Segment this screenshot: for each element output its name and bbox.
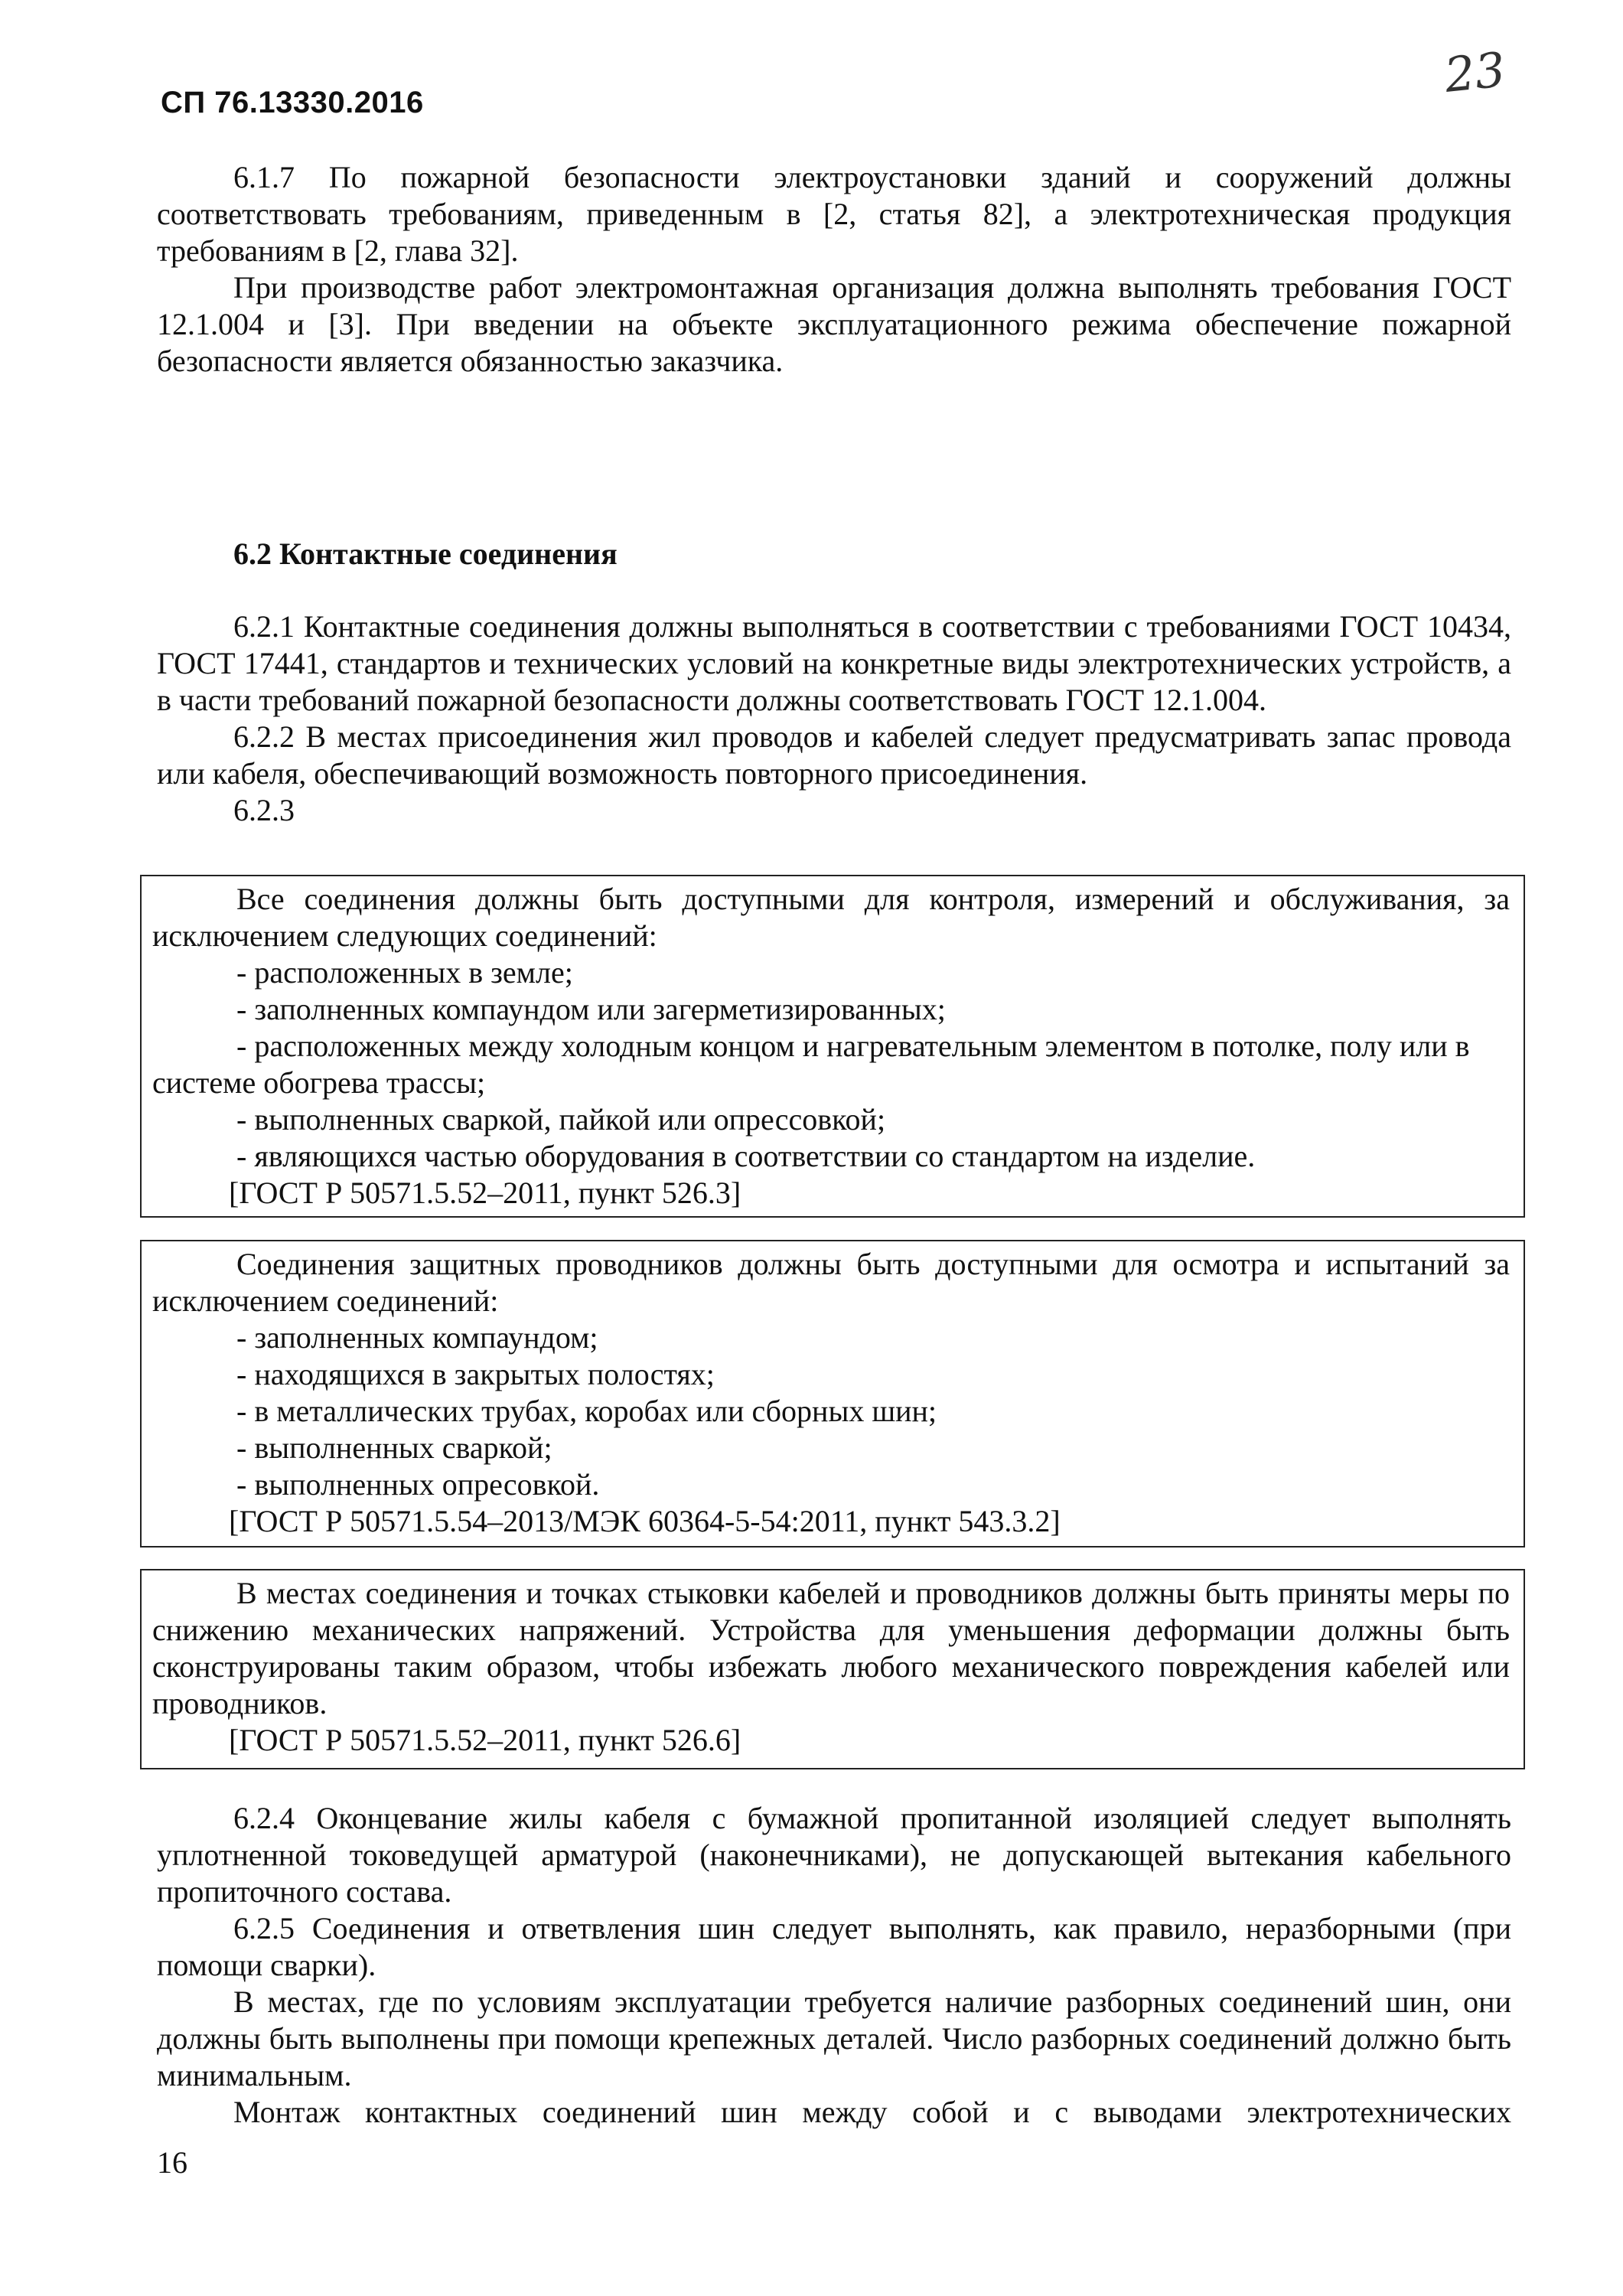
box1-item: - выполненных сваркой, пайкой или опрессовкой; xyxy=(236,1102,886,1137)
box2-item: - находящихся в закрытых полостях; xyxy=(236,1357,715,1391)
paragraph-6-2-1: 6.2.1 Контактные соединения должны выполняться в соответствии с требованиями ГОСТ 10434, ГОСТ 17441, стандартов и технических условий на конкретные виды электротехнических устройств, а в части требований пожарной безопасности должны соответствовать ГОСТ 12.1.004. xyxy=(157,609,1511,717)
quote-box-protective-conductors xyxy=(140,1240,1525,1548)
quote-box-mechanical-stress xyxy=(140,1569,1525,1769)
box2-intro: Соединения защитных проводников должны быть доступными для осмотра и испытаний за исключением соединений: xyxy=(152,1247,1510,1318)
section-heading-6-2: 6.2 Контактные соединения xyxy=(233,536,618,571)
box2-item: - выполненных опресовкой. xyxy=(236,1467,600,1502)
paragraph-6-2-2: 6.2.2 В местах присоединения жил проводов и кабелей следует предусматривать запас провода или кабеля, обеспечивающий возможность повторного присоединения. xyxy=(157,719,1511,791)
paragraph-fire-safety-works: При производстве работ электромонтажная организация должна выполнять требования ГОСТ 12.1.004 и [3]. При введении на объекте эксплуатационного режима обеспечение пожарной безопасности является обязанностью заказчика. xyxy=(157,270,1511,378)
paragraph-6-2-5-mounting: Монтаж контактных соединений шин между собой и с выводами электротехнических xyxy=(233,2095,1511,2129)
box1-item: - заполненных компаундом или загерметизированных; xyxy=(236,992,946,1026)
paragraph-6-2-3-label: 6.2.3 xyxy=(233,793,295,827)
box3-reference: [ГОСТ Р 50571.5.52–2011, пункт 526.6] xyxy=(229,1723,741,1757)
section-6-2-body xyxy=(157,608,1511,829)
section-6-2-4 xyxy=(157,1800,1511,2131)
section-6-1-7 xyxy=(157,159,1511,380)
paragraph-6-2-5-continued: В местах, где по условиям эксплуатации требуется наличие разборных соединений шин, они должны быть выполнены при помощи крепежных деталей. Число разборных соединений должно быть минимальным. xyxy=(157,1985,1511,2092)
document-code: СП 76.13330.2016 xyxy=(161,86,424,119)
box1-item: - расположенных в земле; xyxy=(236,955,573,990)
box1-reference: [ГОСТ Р 50571.5.52–2011, пункт 526.3] xyxy=(229,1176,741,1210)
box1-item: - являющихся частью оборудования в соответствии со стандартом на изделие. xyxy=(236,1139,1256,1173)
page-number: 16 xyxy=(157,2145,187,2180)
paragraph-6-2-5: 6.2.5 Соединения и ответвления шин следует выполнять, как правило, неразборными (при помощи сварки). xyxy=(157,1911,1511,1982)
box2-item: - выполненных сваркой; xyxy=(236,1430,552,1465)
box1-intro: Все соединения должны быть доступными для контроля, измерений и обслуживания, за исключением следующих соединений: xyxy=(152,882,1510,953)
box1-item: - расположенных между холодным концом и нагревательным элементом в потолке, полу или в системе обогрева трассы; xyxy=(152,1029,1470,1100)
box3-intro: В местах соединения и точках стыковки кабелей и проводников должны быть приняты меры по снижению механических напряжений. Устройства для уменьшения деформации должны быть сконструированы таким образом, чтобы избежать любого механического повреждения кабелей или проводников. xyxy=(152,1576,1510,1720)
paragraph-6-2-4: 6.2.4 Оконцевание жилы кабеля с бумажной пропитанной изоляцией следует выполнять уплотненной токоведущей арматурой (наконечниками), не допускающей вытекания кабельного пропиточного состава. xyxy=(157,1801,1511,1909)
box2-reference: [ГОСТ Р 50571.5.54–2013/МЭК 60364-5-54:2011, пункт 543.3.2] xyxy=(229,1504,1061,1538)
box2-item: - заполненных компаундом; xyxy=(236,1320,598,1355)
quote-box-accessibility xyxy=(140,875,1525,1218)
paragraph-6-1-7: 6.1.7 По пожарной безопасности электроустановки зданий и сооружений должны соответствовать требованиям, приведенным в [2, статья 82], а электротехническая продукция требованиям в [2, глава 32]. xyxy=(157,160,1511,268)
handwritten-page-mark: 23 xyxy=(1442,41,1508,103)
box2-item: - в металлических трубах, коробах или сборных шин; xyxy=(236,1394,937,1428)
section-6-2 xyxy=(157,536,1511,572)
